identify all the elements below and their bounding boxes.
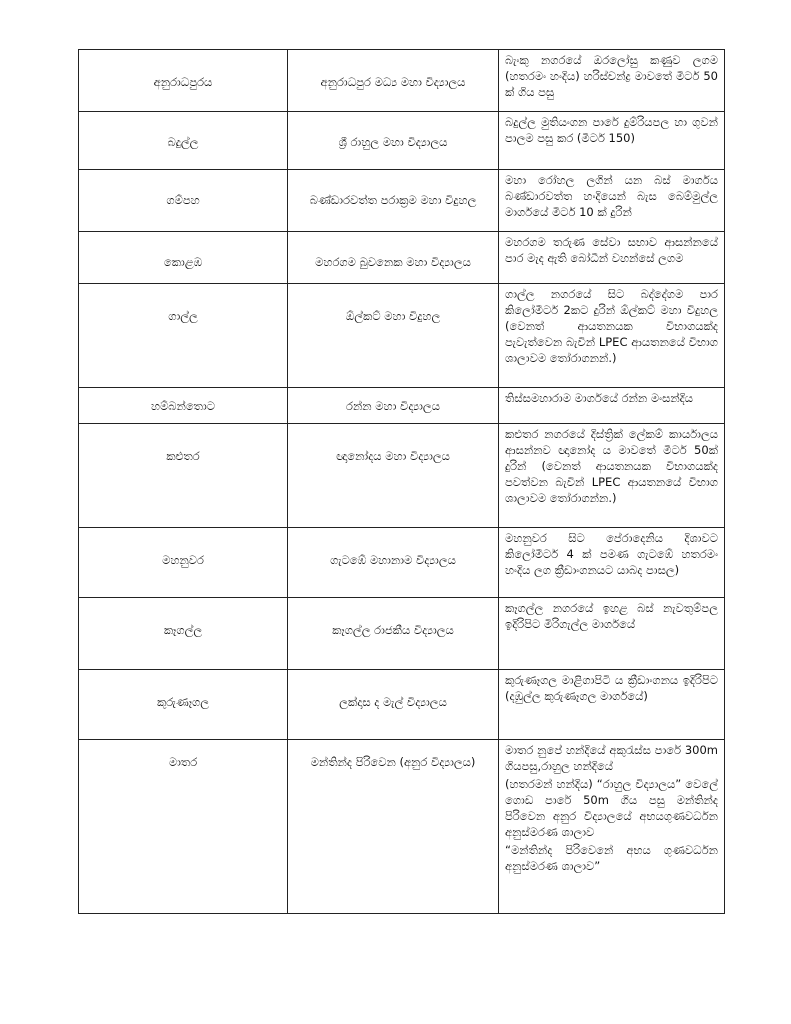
location-text: තිස්සමහාරාම මාර්ගයේ රන්න මංසන්දිය — [505, 391, 694, 405]
location-cell — [499, 670, 725, 740]
table-row — [79, 50, 725, 112]
district-cell: හම්බන්තොට — [79, 388, 288, 424]
table-row — [79, 424, 725, 528]
district-cell: කළුතර — [79, 424, 288, 528]
district-cell: බදුල්ල — [79, 112, 288, 170]
location-text: මහනුවර සිට පේරාදෙනිය දිශාවට කිලෝමීටර් 4 ක් පමණ ගැටඹේ හතරමං හංදිය ලග ක්‍රීඩාංගනයට යාබද පාසල) — [505, 531, 718, 577]
school-cell — [288, 670, 499, 740]
location-cell — [499, 284, 725, 388]
location-cell — [499, 50, 725, 112]
district-cell: අනුරාධපුරය — [79, 50, 288, 112]
school-name: ලක්දාස ද මැල් විද්‍යාලය — [339, 695, 447, 709]
location-cell — [499, 112, 725, 170]
school-cell — [288, 112, 499, 170]
school-cell — [288, 598, 499, 670]
location-cell — [499, 388, 725, 424]
table-row — [79, 232, 725, 284]
location-text: මාතර නුපේ හන්දියේ අකුරැස්ස පාරේ 300m ගියපසු,රාහුල හන්දියේ — [505, 743, 718, 773]
location-cell — [499, 740, 725, 914]
location-text: බැංකු නගරයේ ඔරලෝසු කණුව ලගම (හතරමං හංදිය) හරිස්චන්ද්‍ර මාවතේ මීටර් 50 ක් ගිය පසු — [505, 53, 718, 99]
school-name: අනුරාධපුර මධ්‍ය මහා විද්‍යාලය — [320, 75, 466, 89]
school-cell — [288, 284, 499, 388]
district-cell: ගම්පහ — [79, 170, 288, 232]
location-cell — [499, 232, 725, 284]
school-name: මහරගම බුවනෙක මහා විද්‍යාලය — [315, 255, 471, 269]
location-text: බදුල්ල මුතියංගන පාරේ දුම්රියපල හා ගුවන් පාලම පසු කර (මීටර් 150) — [505, 115, 718, 145]
district-cell: මහනුවර — [79, 528, 288, 598]
table-row — [79, 112, 725, 170]
table-row — [79, 740, 725, 914]
district-cell: කෑගල්ල — [79, 598, 288, 670]
school-name: ඕල්කට් මහා විදුහල — [345, 309, 441, 323]
location-cell — [499, 528, 725, 598]
school-cell — [288, 50, 499, 112]
school-name: රන්න මහා විද්‍යාලය — [346, 399, 440, 413]
location-text: කළුතර නගරයේ දිස්ත්‍රික් ලේකම් කාර්යාලය ආසන්නව ඥානෝද ය මාවතේ මීටර් 50ක් දුරින් (වෙනත් ආයතනයක විභාගයක්ද පවත්වන බැවින් LPEC ආයතනයේ විභාග ශාලාවම තෝරාගන්න.) — [505, 427, 718, 505]
location-text: කෑගල්ල නගරයේ ඉහළ බස් නැවතුම්පල ඉදිරිපිට මිරිගැල්ල මාර්ගයේ — [505, 601, 718, 631]
school-name: ගැටඹේ මහානාම විද්‍යාලය — [330, 553, 456, 567]
school-name: බණ්ඩාරවත්ත පරාක්‍රම මහා විදුහල — [309, 193, 477, 207]
table-row — [79, 598, 725, 670]
table-row — [79, 388, 725, 424]
school-cell — [288, 528, 499, 598]
district-cell: ගාල්ල — [79, 284, 288, 388]
school-cell — [288, 388, 499, 424]
school-name: ශ්‍රී රාහුල මහා විද්‍යාලය — [338, 135, 448, 149]
school-cell — [288, 232, 499, 284]
location-text: ගාල්ල නගරයේ සිට බද්දේගම පාර කිලෝමීටර් 2කට දුරින් ඕල්කට් මහා විදුහල (වෙනත් ආයතනයක විභාගයක්ද පැවැත්වෙන බැවින් LPEC ආයතනයේ විභාග ශාලාවම තෝරාගනන්.) — [505, 287, 718, 365]
school-name: මන්තින්ද පිරිවෙන (අනුර විද්‍යාලය) — [310, 755, 476, 769]
table-row — [79, 670, 725, 740]
location-cell — [499, 170, 725, 232]
school-name: කෑගල්ල රාජකීය විද්‍යාලය — [332, 623, 454, 637]
location-text: මහරගම තරුණ සේවා සභාව ආසන්නයේ පාර මැද ඇති බෝධීන් වහන්සේ ලගම — [505, 235, 718, 265]
school-cell — [288, 740, 499, 914]
district-cell: කුරුණෑගල — [79, 670, 288, 740]
location-text: මහා රෝහල ලගින් යන බස් මාර්ගය බණ්ඩාරවත්ත හංදියෙන් බැස බෙම්මුල්ල මාර්ගයේ මීටර් 10 ක් දුරින් — [505, 173, 718, 219]
table-row — [79, 170, 725, 232]
district-cell: මාතර — [79, 740, 288, 914]
district-cell: කොළඹ — [79, 232, 288, 284]
location-cell — [499, 424, 725, 528]
location-text: කුරුණෑගල මාළිගාපිටි ය ක්‍රීඩාංගනය ඉදිරිපිට (දඹුල්ල කුරුණෑගල මාර්ගයේ) — [505, 673, 718, 703]
school-cell — [288, 424, 499, 528]
exam-center-table — [78, 49, 725, 914]
table-row — [79, 284, 725, 388]
table-row — [79, 528, 725, 598]
location-cell — [499, 598, 725, 670]
school-name: ඥානෝදය මහා විද්‍යාලය — [336, 449, 450, 463]
location-text: “මන්තින්ද පිරිවෙනේ අභය ගුණවර්ධන අනුස්මරණ ශාලාව” — [505, 843, 718, 873]
location-text: (හතරමන් හන්දිය) “රාහුල විද්‍යාලය” වෙලේ ගොඩ පාරේ 50m ගිය පසු මන්තින්ද පිරිවෙන අනුර විද්‍යාලයේ අභයගුණවර්ධන අනුස්මරණ ශාලාව — [505, 777, 718, 839]
school-cell — [288, 170, 499, 232]
